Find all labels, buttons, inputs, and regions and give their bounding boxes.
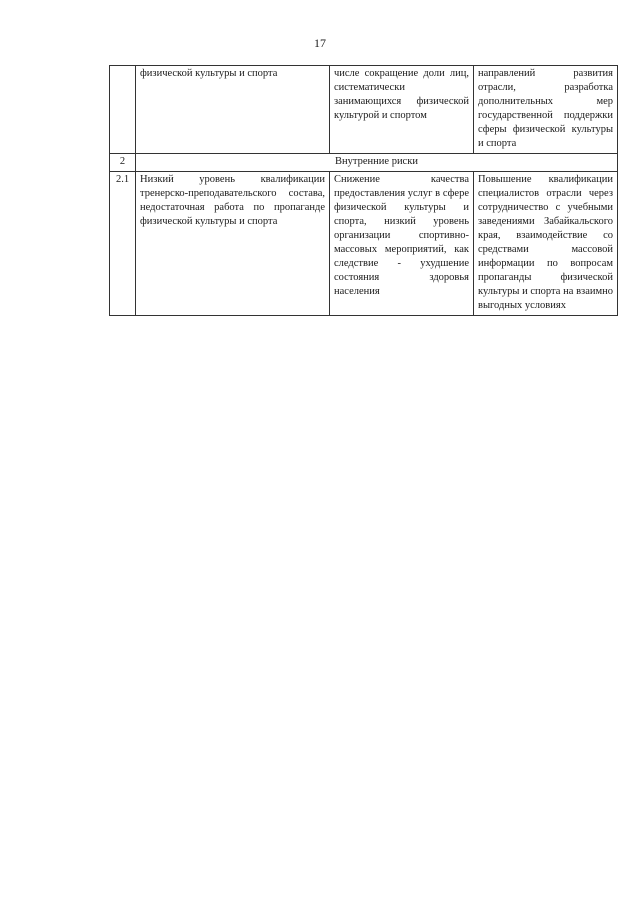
table-row-2-1 — [110, 172, 618, 316]
section-number-cell: 2 — [110, 154, 136, 172]
measures-cell: направлений развития отрасли, разработка дополнительных мер государственной поддержки сферы физической культуры и спорта — [474, 66, 618, 154]
page-number: 17 — [314, 36, 326, 50]
table-row-section — [110, 154, 618, 172]
table-row-continuation — [110, 66, 618, 154]
risk-cell: физической культуры и спорта — [136, 66, 330, 154]
section-title-cell: Внутренние риски — [136, 154, 618, 172]
measures-cell: Повышение квалификации специалистов отрасли через сотрудничество с учебными заведениями Забайкальского края, взаимодействие со средствами массовой информации по вопросам пропаганды физической культуры и спорта на взаимно выгодных условиях — [474, 172, 618, 316]
risk-cell: Низкий уровень квалификации тренерско-преподавательского состава, недостаточная работа по пропаганде физической культуры и спорта — [136, 172, 330, 316]
row-number-cell — [110, 66, 136, 154]
risk-table — [109, 65, 618, 316]
row-number-cell: 2.1 — [110, 172, 136, 316]
consequence-cell: числе сокращение доли лиц, систематически занимающихся физической культурой и спортом — [330, 66, 474, 154]
consequence-cell: Снижение качества предоставления услуг в сфере физической культуры и спорта, низкий уровень организации спортивно-массовых мероприятий, как следствие - ухудшение состояния здоровья населения — [330, 172, 474, 316]
